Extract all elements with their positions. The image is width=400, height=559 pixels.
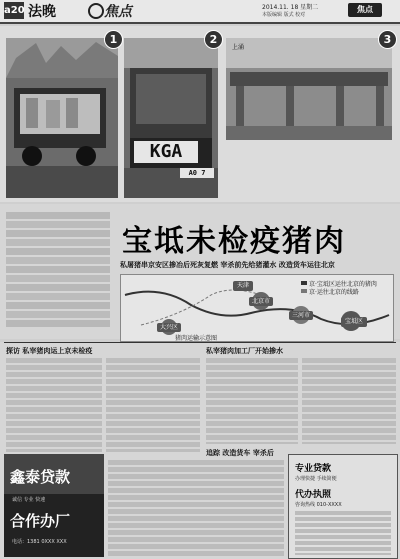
- page-number: a20: [4, 2, 24, 19]
- masthead: [0, 0, 400, 24]
- photo-number-1: 1: [104, 30, 123, 49]
- ad-loans-phone: 电话：1381 0XXX XXX: [12, 539, 67, 545]
- intro-column: [6, 212, 110, 329]
- section-head-2: 私宰猪肉加工厂开始掺水: [206, 347, 283, 355]
- map-label-sanhe: 三河市: [289, 311, 313, 320]
- ad-loans: [4, 454, 104, 557]
- section-rule: [4, 342, 396, 343]
- license-plate-large: KGA: [134, 141, 198, 163]
- section-tag: 焦点: [348, 3, 382, 17]
- map-label-baodi: 宝坻区: [341, 317, 367, 327]
- license-plate-small: A0 7: [180, 168, 214, 178]
- main-headline: 宝坻未检疫猪肉: [122, 224, 346, 259]
- map-label-beijing: 北京市: [249, 297, 273, 306]
- truck-side-illustration: [6, 38, 118, 198]
- issue-date: 2014.11. 18 星期二: [262, 4, 319, 11]
- photo-truck-rear: [124, 38, 218, 198]
- brand-sub: 焦点: [104, 4, 132, 20]
- ad-services-line-a: 办理快捷 手续简便: [295, 476, 337, 482]
- brand-logo-icon: [88, 3, 104, 19]
- body-column-1: [6, 358, 102, 452]
- ad-classifieds: [108, 460, 284, 556]
- map-label-daxing: 大兴区: [157, 323, 181, 332]
- map-caption: 猪肉运输示意图: [175, 335, 218, 342]
- ad-factory-title: 合作办厂: [10, 512, 71, 530]
- section-head-3: 追踪 改造货车 宰杀后: [206, 449, 274, 457]
- ad-loans-title: 鑫泰贷款: [10, 468, 71, 486]
- section-head-1: 探访 私宰猪肉运上京未检疫: [6, 347, 93, 355]
- body-column-4: [302, 358, 396, 444]
- editor-info: 本版编辑 版式 校对: [262, 12, 306, 18]
- photo3-caption: 上涌: [232, 44, 245, 51]
- ad-services-title-a: 专业贷款: [295, 464, 332, 474]
- photo-row: [0, 26, 400, 202]
- route-map: [120, 274, 394, 342]
- map-label-tianjin: 天津: [233, 281, 253, 291]
- brand-name: 法晚: [28, 4, 56, 20]
- photo-truck-side: [6, 38, 118, 198]
- photo-number-3: 3: [378, 30, 397, 49]
- subheadline: 私屠猪串京安区掺冶后死灰复燃 宰杀前先给猪灌水 改造货车运往北京: [120, 261, 335, 269]
- headline-zone: [0, 204, 400, 342]
- photo-number-2: 2: [204, 30, 223, 49]
- ad-services-title-b: 代办执照: [295, 490, 332, 500]
- ad-loans-slogan: 诚信 专业 快速: [12, 497, 46, 503]
- body-column-3: [206, 358, 298, 444]
- map-legend-b: 京·运往北京的线路: [309, 289, 359, 296]
- ad-services-line-b: 咨询热线 010-XXXX: [295, 502, 342, 508]
- toll-gate-illustration: [226, 38, 392, 140]
- ad-services: [288, 454, 398, 559]
- body-column-2: [106, 358, 200, 452]
- photo-toll-gate: [226, 38, 392, 140]
- map-legend-a: 京·宝坻区运往北京的猪肉: [309, 281, 377, 288]
